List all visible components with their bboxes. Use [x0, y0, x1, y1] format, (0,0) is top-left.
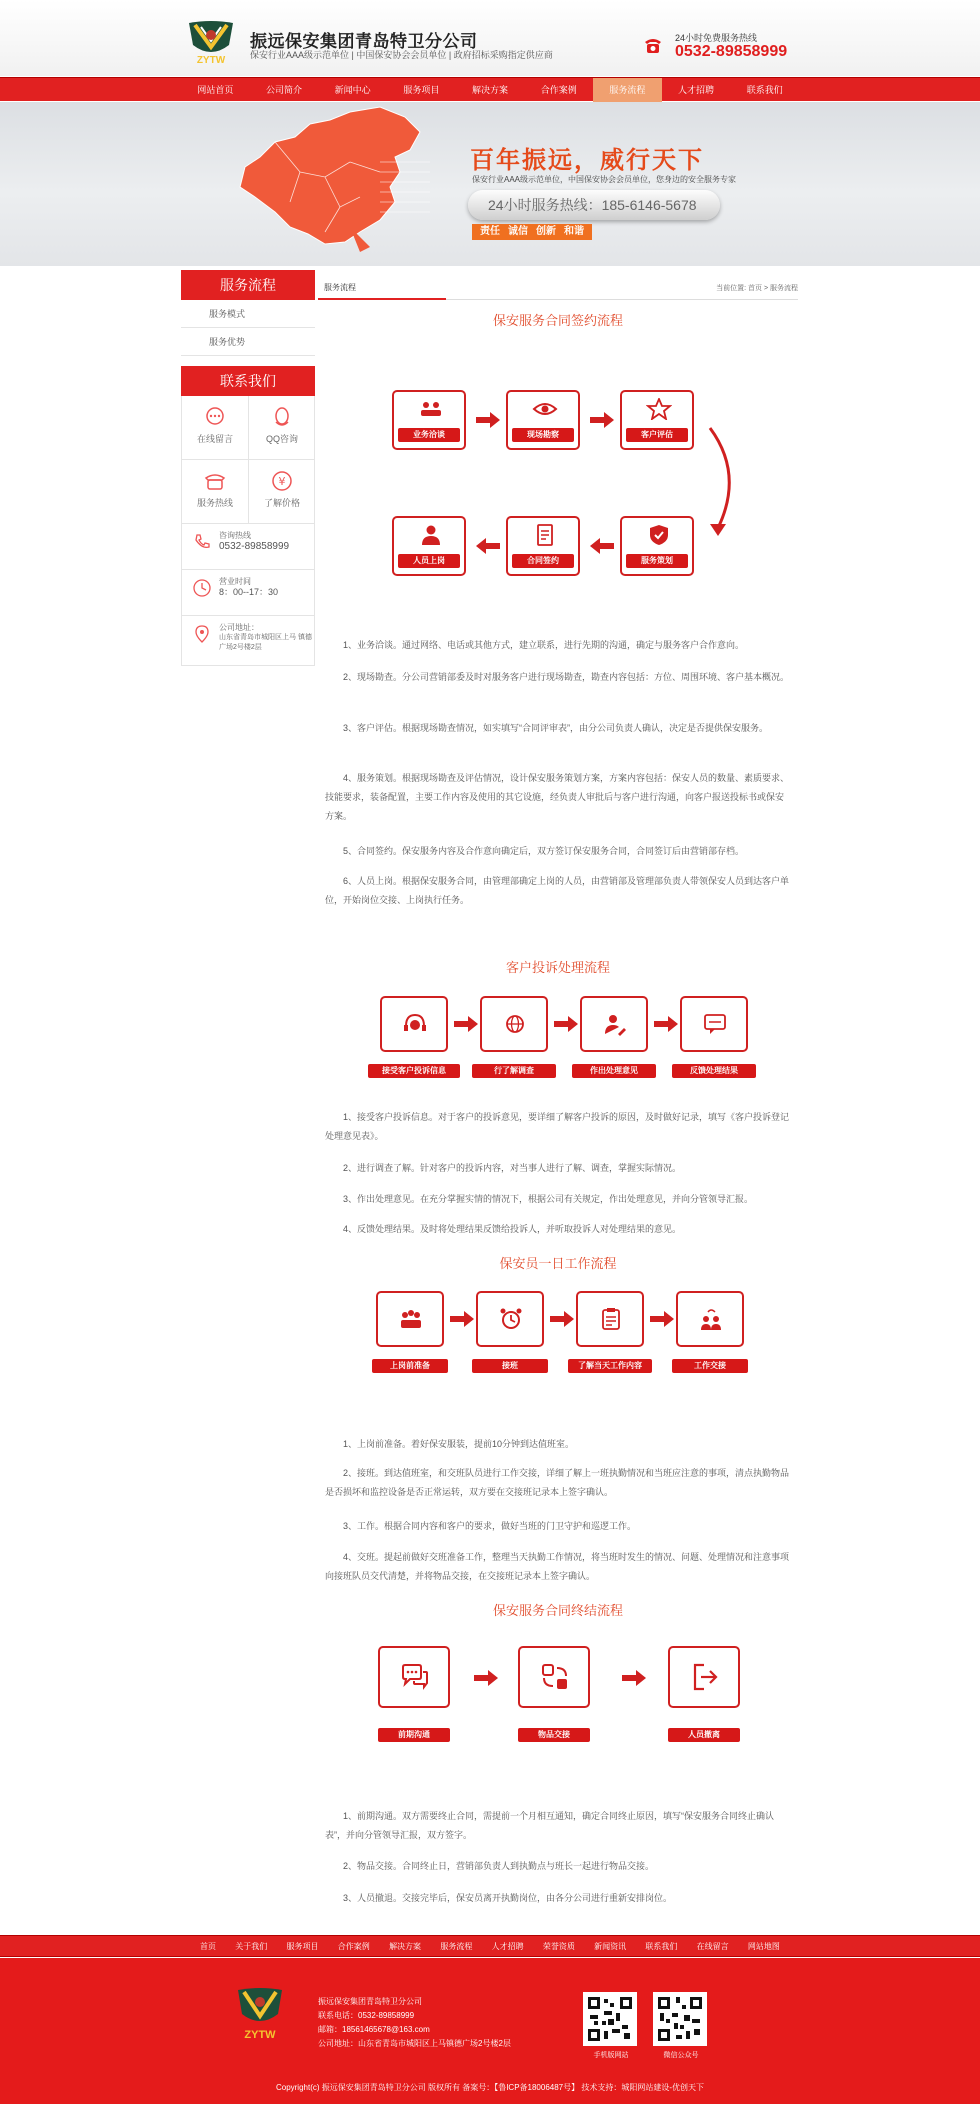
- contract-paragraph: 2、现场勘查。分公司营销部委及时对服务客户进行现场勘查，勘查内容包括：方位、周围环境、客户基本概况。: [343, 672, 790, 682]
- flow-step-label: 现场勘察: [512, 428, 574, 442]
- team-icon: [398, 1307, 424, 1331]
- handshake-icon: [418, 398, 444, 420]
- complaint-paragraph: 4、反馈处理结果。及时将处理结果反馈给投诉人，并听取投诉人对处理结果的意见。: [343, 1224, 682, 1234]
- contract-paragraph: 1、业务洽谈。通过网络、电话或其他方式，建立联系，进行先期的沟通，确定与服务客户合作意向。: [343, 640, 745, 650]
- arrow-right-icon: [650, 1014, 680, 1034]
- footer-link-honors[interactable]: 荣誉资质: [542, 1942, 575, 1951]
- complaint-flow-diagram: [318, 990, 798, 1080]
- address-label: 公司地址：: [219, 623, 259, 632]
- headset-icon: [402, 1012, 428, 1036]
- nav-item-about[interactable]: 公司简介: [266, 85, 303, 95]
- footer-link-process[interactable]: 服务流程: [440, 1942, 473, 1951]
- site-header: [0, 0, 980, 76]
- footer-phone: 联系电话：0532-89858999: [318, 2011, 415, 2020]
- flow-step-box: [580, 996, 648, 1052]
- banner-tag: 创新: [536, 226, 556, 237]
- brand-tagline: 保安行业AAA级示范单位 | 中国保安协会会员单位 | 政府招标采购指定供应商: [250, 50, 553, 60]
- arrow-right-icon: [446, 1309, 476, 1329]
- clock-icon: [192, 578, 212, 598]
- breadcrumb: [318, 274, 798, 300]
- footer-link-jobs[interactable]: 人才招聘: [491, 1942, 524, 1951]
- flow-step-label: 上岗前准备: [372, 1359, 448, 1373]
- flow-step-label: 人员撤离: [668, 1728, 740, 1742]
- footer-nav: [0, 1935, 980, 1957]
- breadcrumb-path[interactable]: 当前位置: 首页 > 服务流程: [716, 285, 798, 292]
- flow-step-box: [480, 996, 548, 1052]
- online-message-label: 在线留言: [196, 434, 233, 444]
- complaint-paragraph: 1、接受客户投诉信息。对于客户的投诉意见，要详细了解客户投诉的原因，及时做好记录，填写《客户投诉登记处理意见表》。: [325, 1112, 790, 1141]
- flow-step-box: [392, 516, 466, 576]
- chat-bubbles-icon: [400, 1662, 430, 1692]
- svg-text:ZYTW: ZYTW: [244, 2029, 276, 2040]
- flow-step-box: [576, 1291, 644, 1347]
- flow-step-label: 业务洽谈: [398, 428, 460, 442]
- footer-email: 邮箱：18561465678@163.com: [318, 2025, 430, 2034]
- flow-step-label: 接受客户投诉信息: [368, 1064, 460, 1078]
- flow-step-box: [378, 1646, 450, 1708]
- price-link[interactable]: [249, 460, 315, 523]
- document-icon: [532, 524, 558, 546]
- footer-link-services[interactable]: 服务项目: [286, 1942, 319, 1951]
- brand-name: 振远保安集团青岛特卫分公司: [250, 32, 478, 51]
- qq-consult-link[interactable]: [249, 396, 315, 459]
- banner-tag: 和谐: [564, 226, 584, 237]
- flow-step-label: 行了解调查: [472, 1064, 556, 1078]
- flow-step-label: 服务策划: [626, 554, 688, 568]
- flow-step-box: [620, 390, 694, 450]
- arrow-left-icon: [468, 536, 508, 556]
- site-footer: [0, 1958, 980, 2104]
- flow-step-box: [506, 390, 580, 450]
- arrow-right-icon: [646, 1309, 676, 1329]
- footer-link-home[interactable]: 首页: [200, 1942, 216, 1951]
- banner-hotline: 24小时服务热线：185-6146-5678: [468, 190, 720, 220]
- curved-arrow-icon: [706, 424, 746, 542]
- contract-paragraph: 5、合同签约。保安服务内容及合作意向确定后，双方签订保安服务合同，合同签订后由营销部存档。: [343, 846, 745, 856]
- arrow-right-icon: [470, 1668, 500, 1688]
- svg-text:¥: ¥: [278, 475, 286, 488]
- phone-icon: [642, 34, 664, 56]
- termination-paragraph: 3、人员撤退。交接完毕后，保安员离开执勤岗位，由各分公司进行重新安排岗位。: [343, 1893, 673, 1903]
- flow-step-label: 前期沟通: [378, 1728, 450, 1742]
- message-icon: [203, 406, 227, 428]
- daily-paragraph: 1、上岗前准备。着好保安服装，提前10分钟到达值班室。: [343, 1439, 575, 1449]
- clipboard-icon: [598, 1307, 624, 1331]
- person-icon: [418, 524, 444, 546]
- footer-link-about[interactable]: 关于我们: [235, 1942, 268, 1951]
- flow-step-box: [620, 516, 694, 576]
- flow-step-label: 物品交接: [518, 1728, 590, 1742]
- hotline-number: 0532-89858999: [675, 43, 788, 60]
- service-hotline-link[interactable]: [182, 460, 249, 523]
- online-message-link[interactable]: [182, 396, 249, 459]
- contract-paragraph: 6、人员上岗。根据保安服务合同，由管理部确定上岗的人员，由营销部及管理部负责人带领保安人员到达客户单位，开始岗位交接、上岗执行任务。: [325, 876, 790, 905]
- flow-step-label: 了解当天工作内容: [568, 1359, 652, 1373]
- nav-item-services[interactable]: 服务项目: [403, 85, 440, 95]
- exchange-icon: [540, 1662, 570, 1692]
- footer-logo: [230, 1984, 290, 2040]
- footer-link-message[interactable]: 在线留言: [696, 1942, 729, 1951]
- footer-link-sitemap[interactable]: 网站地图: [747, 1942, 780, 1951]
- complaint-paragraph: 3、作出处理意见。在充分掌握实情的情况下，根据公司有关规定，作出处理意见，并向分管领导汇报。: [343, 1194, 754, 1204]
- eye-icon: [532, 398, 558, 420]
- nav-item-process[interactable]: 服务流程: [593, 78, 662, 102]
- section-title-contract: 保安服务合同签约流程: [492, 313, 623, 328]
- contract-paragraph: 3、客户评估。根据现场勘查情况，如实填写“合同评审表”，由分公司负责人确认，决定是否提供保安服务。: [343, 723, 769, 733]
- flow-step-box: [376, 1291, 444, 1347]
- user-edit-icon: [602, 1012, 628, 1036]
- flow-step-label: 接班: [472, 1359, 548, 1373]
- qr-code-wechat: [653, 1992, 707, 2046]
- business-hours-label: 营业时间: [219, 577, 251, 586]
- title-underline: [318, 298, 446, 300]
- company-logo[interactable]: [181, 17, 241, 65]
- shield-icon: [646, 524, 672, 546]
- location-pin-icon: [192, 624, 212, 644]
- qr-pattern-icon: [656, 1995, 704, 2043]
- footer-link-cases[interactable]: 合作案例: [337, 1942, 370, 1951]
- flow-step-box: [668, 1646, 740, 1708]
- arrow-right-icon: [450, 1014, 480, 1034]
- daily-paragraph: 3、工作。根据合同内容和客户的要求，做好当班的门卫守护和巡逻工作。: [343, 1521, 637, 1531]
- nav-item-jobs[interactable]: 人才招聘: [678, 85, 715, 95]
- nav-item-home[interactable]: 网站首页: [197, 85, 234, 95]
- hotline-label: 24小时免费服务热线: [675, 33, 758, 43]
- flow-step-box: [676, 1291, 744, 1347]
- flow-step-label: 客户评估: [626, 428, 688, 442]
- contract-paragraph: 4、服务策划。根据现场勘查及评估情况，设计保安服务策划方案，方案内容包括：保安人员的数量、素质要求、技能要求，装备配置，主要工作内容及使用的其它设施，经负责人审批后与客户进行沟通，向客户报送投标书或保安方案。: [325, 773, 790, 821]
- arrow-left-icon: [582, 536, 622, 556]
- flow-step-box: [506, 516, 580, 576]
- flow-step-label: 人员上岗: [398, 554, 460, 568]
- flow-step-box: [380, 996, 448, 1052]
- daily-flow-diagram: [318, 1285, 798, 1377]
- arrow-right-icon: [582, 410, 622, 430]
- contact-box: [181, 396, 315, 666]
- flow-step-label: 合同签约: [512, 554, 574, 568]
- content-title: 服务流程: [324, 283, 356, 292]
- consult-hotline-label: 咨询热线: [219, 531, 251, 540]
- star-icon: [646, 398, 672, 420]
- section-title-termination: 保安服务合同终结流程: [492, 1603, 623, 1618]
- china-map-graphic: [230, 102, 440, 262]
- banner-subtitle: 保安行业AAA级示范单位，中国保安协会会员单位，您身边的安全服务专家: [472, 175, 737, 184]
- footer-link-contact[interactable]: 联系我们: [645, 1942, 678, 1951]
- qq-consult-label: QQ咨询: [265, 434, 298, 444]
- banner-tags: [472, 224, 592, 240]
- termination-flow-diagram: [318, 1640, 798, 1750]
- banner-tag: 诚信: [508, 226, 528, 237]
- hero-banner: [0, 102, 980, 266]
- sidebar-item-service-advantage[interactable]: 服务优势: [181, 328, 315, 356]
- main-nav: [0, 77, 980, 101]
- banner-tag: 责任: [480, 226, 500, 237]
- business-hours-value: 8：00--17：30: [219, 587, 279, 597]
- banner-title: 百年振远，威行天下: [470, 147, 704, 174]
- price-label: 了解价格: [263, 498, 300, 508]
- handover-icon: [698, 1307, 724, 1331]
- arrow-right-icon: [550, 1014, 580, 1034]
- footer-company: 振远保安集团青岛特卫分公司: [318, 1997, 422, 2006]
- daily-paragraph: 4、交班。提起前做好交班准备工作，整理当天执勤工作情况，将当班时发生的情况、问题、处理情况和注意事项向接班队员交代清楚，并将物品交接，在交接班记录本上签字确认。: [325, 1552, 790, 1581]
- qr-mobile-label: 手机版网站: [593, 2052, 629, 2059]
- footer-link-solutions[interactable]: 解决方案: [389, 1942, 422, 1951]
- termination-paragraph: 2、物品交接。合同终止日，营销部负责人到执勤点与班长一起进行物品交接。: [343, 1861, 655, 1871]
- flow-step-box: [680, 996, 748, 1052]
- flow-step-box: [476, 1291, 544, 1347]
- service-hotline-label: 服务热线: [196, 498, 233, 508]
- flow-step-label: 反馈处理结果: [672, 1064, 756, 1078]
- flow-step-label: 工作交接: [672, 1359, 748, 1373]
- section-title-daily: 保安员一日工作流程: [499, 1256, 617, 1271]
- qr-code-mobile: [583, 1992, 637, 2046]
- flow-step-box: [392, 390, 466, 450]
- svg-text:ZYTW: ZYTW: [196, 55, 226, 65]
- nav-item-news[interactable]: 新闻中心: [334, 85, 371, 95]
- chat-icon: [702, 1012, 728, 1036]
- contract-flow-diagram: [318, 370, 798, 590]
- footer-address: 公司地址：山东省青岛市城阳区上马镇德广场2号楼2层: [318, 2039, 511, 2048]
- section-title-complaint: 客户投诉处理流程: [505, 960, 610, 975]
- copyright: Copyright(c) 振远保安集团青岛特卫分公司 版权所有 备案号：【鲁ICP备18006487号】 技术支持：城阳网站建设-优创天下: [275, 2083, 705, 2092]
- complaint-paragraph: 2、进行调查了解。针对客户的投诉内容，对当事人进行了解、调查，掌握实际情况。: [343, 1163, 682, 1173]
- flow-step-label: 作出处理意见: [572, 1064, 656, 1078]
- nav-item-solutions[interactable]: 解决方案: [472, 85, 509, 95]
- consult-hotline-value: 0532-89858999: [219, 541, 290, 552]
- exit-icon: [690, 1662, 720, 1692]
- qq-icon: [270, 406, 294, 428]
- arrow-right-icon: [546, 1309, 576, 1329]
- sidebar-contact-title: 联系我们: [181, 366, 315, 396]
- nav-item-contact[interactable]: 联系我们: [746, 85, 783, 95]
- globe-icon: [502, 1012, 528, 1036]
- footer-link-news[interactable]: 新闻资讯: [594, 1942, 627, 1951]
- price-icon: [270, 470, 294, 492]
- arrow-right-icon: [618, 1668, 648, 1688]
- sidebar-item-service-mode[interactable]: 服务模式: [181, 300, 315, 328]
- sidebar-service-title: 服务流程: [181, 270, 315, 300]
- termination-paragraph: 1、前期沟通。双方需要终止合同，需提前一个月相互通知，确定合同终止原因，填写“保安服务合同终止确认表”，并向分管领导汇报，双方签字。: [325, 1811, 775, 1840]
- daily-paragraph: 2、接班。到达值班室，和交班队员进行工作交接，详细了解上一班执勤情况和当班应注意的事项，清点执勤物品是否损坏和监控设备是否正常运转，双方要在交接班记录本上签字确认。: [325, 1468, 790, 1497]
- phone-icon: [192, 532, 212, 552]
- telephone-icon: [203, 470, 227, 492]
- arrow-right-icon: [468, 410, 508, 430]
- flow-step-box: [518, 1646, 590, 1708]
- address-value: 山东省青岛市城阳区上马 镇德广场2号楼2层: [219, 634, 312, 651]
- qr-wechat-label: 微信公众号: [663, 2052, 699, 2059]
- alarm-clock-icon: [498, 1307, 524, 1331]
- nav-item-cases[interactable]: 合作案例: [540, 85, 577, 95]
- qr-pattern-icon: [586, 1995, 634, 2043]
